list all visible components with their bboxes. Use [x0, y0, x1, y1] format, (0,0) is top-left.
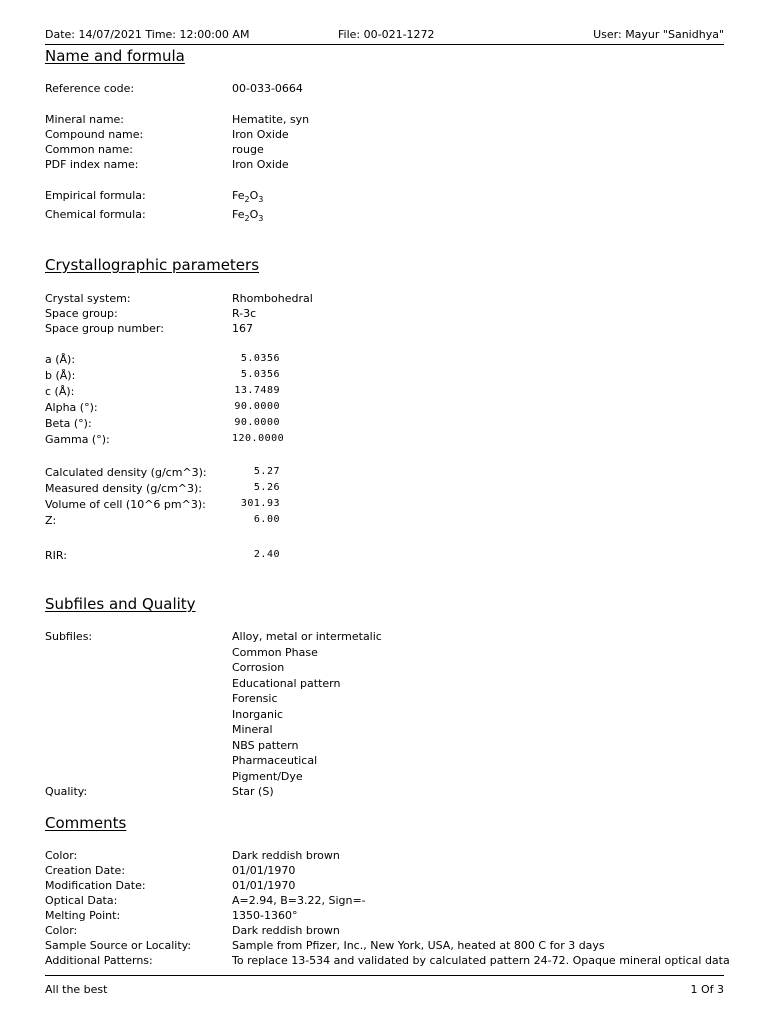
value: 2.40: [253, 549, 280, 560]
header-date-time: Date: 14/07/2021 Time: 12:00:00 AM: [45, 28, 250, 41]
footer-note: All the best: [45, 983, 108, 996]
label: Melting Point:: [45, 909, 121, 922]
label: Subfiles:: [45, 630, 93, 643]
page-header: [45, 28, 724, 42]
label: Compound name:: [45, 128, 144, 141]
value: 90.0000: [234, 401, 280, 412]
label: Beta (°):: [45, 417, 92, 430]
formula-value: $Fe_2O_3$: [232, 208, 264, 223]
value: Hematite, syn: [232, 113, 310, 126]
section-title-comments: Comments: [45, 814, 127, 832]
label: a (Å):: [45, 353, 76, 366]
label: PDF index name:: [45, 158, 139, 171]
value: 167: [232, 322, 253, 335]
value: 5.0356: [240, 353, 280, 364]
label: Chemical formula:: [45, 208, 146, 221]
label: Common name:: [45, 143, 133, 156]
report-page: Date: 14/07/2021 Time: 12:00:00 AM File: 00-021-1272 User: Mayur "Sanidhya" Name and formula Reference code: 00-033-0664 Mineral name: Hematite, syn Compound name: Iron Oxide Common name: rouge PDF index name: Iron Oxide Empirical formula: $Fe_2O_3$ Chemical formula: $Fe_2O_3$ Crystallographic parameters Crystal system: Rhombohedral Space group: R-3c Space group number: 167 a (Å): 5.0356 b (Å): 5.0356 c (Å): 13.7489 Alpha (°): 90.0000 Beta (°): 90.0000 Gamma (°): 120.0000 Calculated density (g/cm^3): 5.27 Measured density (g/cm^3): 5.26 Volume of cell (10^6 pm^3): 301.93 Z: 6.00 RIR: 2.40 Subfiles and Quality Subfiles: Alloy, metal or intermetalic Common Phase Corrosion Educational pattern Forensic Inorganic Mineral NBS pattern Pharmaceutical Pigment/Dye Quality: Star (S) Comments Color: Dark reddish brown Creation Date: 01/01/1970 Modification Date: 01/01/1970 Optical Data: A=2.94, B=3.22, Sign=- Melting Point: 1350-1360° Color: Dark reddish brown Sample Source or Locality: Sample from Pfizer, Inc., New York, USA, heated at 800 C for 3 days Additional Patterns: To replace 13-534 and validated by calculated pattern 24-72. Opaque mineral optical data All the best 1 Of 3: [45, 28, 730, 996]
header-rule: [45, 44, 724, 45]
label: Empirical formula:: [45, 189, 146, 202]
value: 301.93: [240, 498, 280, 509]
value: Dark reddish brown: [232, 924, 340, 937]
value: Iron Oxide: [232, 128, 289, 141]
page-number: 1 Of 3: [690, 983, 724, 996]
value: Sample from Pfizer, Inc., New York, USA, heated at 800 C for 3 days: [232, 939, 605, 952]
label: Z:: [45, 514, 57, 527]
value: Rhombohedral: [232, 292, 313, 305]
value: Star (S): [232, 785, 274, 798]
label: Space group number:: [45, 322, 164, 335]
section-title-crystallographic: Crystallographic parameters: [45, 256, 260, 274]
header-user: User: Mayur "Sanidhya": [593, 28, 724, 41]
value: 90.0000: [234, 417, 280, 428]
label: Additional Patterns:: [45, 954, 153, 967]
footer-rule: [45, 975, 724, 976]
formula-value: $Fe_2O_3$: [232, 189, 264, 204]
label: Sample Source or Locality:: [45, 939, 192, 952]
header-file: File: 00-021-1272: [338, 28, 435, 41]
value: 5.0356: [240, 369, 280, 380]
label: Measured density (g/cm^3):: [45, 482, 203, 495]
label: Reference code:: [45, 82, 135, 95]
value: To replace 13-534 and validated by calculated pattern 24-72. Opaque mineral optical data: [232, 954, 730, 967]
label: Creation Date:: [45, 864, 126, 877]
value: R-3c: [232, 307, 257, 320]
label: Color:: [45, 849, 78, 862]
label: RIR:: [45, 549, 67, 562]
label: Alpha (°):: [45, 401, 98, 414]
value: Dark reddish brown: [232, 849, 340, 862]
label: c (Å):: [45, 385, 75, 398]
section-title-subfiles-quality: Subfiles and Quality: [45, 595, 196, 613]
value: A=2.94, B=3.22, Sign=-: [232, 894, 366, 907]
label: Calculated density (g/cm^3):: [45, 466, 207, 479]
section-title-name-formula: Name and formula: [45, 47, 185, 65]
label: Optical Data:: [45, 894, 118, 907]
value: 01/01/1970: [232, 879, 296, 892]
value: 6.00: [253, 514, 280, 525]
value: 01/01/1970: [232, 864, 296, 877]
label: b (Å):: [45, 369, 76, 382]
label: Space group:: [45, 307, 118, 320]
label: Volume of cell (10^6 pm^3):: [45, 498, 206, 511]
label: Modification Date:: [45, 879, 146, 892]
label: Mineral name:: [45, 113, 125, 126]
label: Crystal system:: [45, 292, 131, 305]
value: 00-033-0664: [232, 82, 303, 95]
value: Iron Oxide: [232, 158, 289, 171]
value: 120.0000: [232, 433, 285, 444]
value: 13.7489: [234, 385, 280, 396]
value: 1350-1360°: [232, 909, 298, 922]
value: rouge: [232, 143, 264, 156]
value: 5.27: [253, 466, 280, 477]
label: Quality:: [45, 785, 88, 798]
label: Color:: [45, 924, 78, 937]
label: Gamma (°):: [45, 433, 110, 446]
value: 5.26: [253, 482, 280, 493]
